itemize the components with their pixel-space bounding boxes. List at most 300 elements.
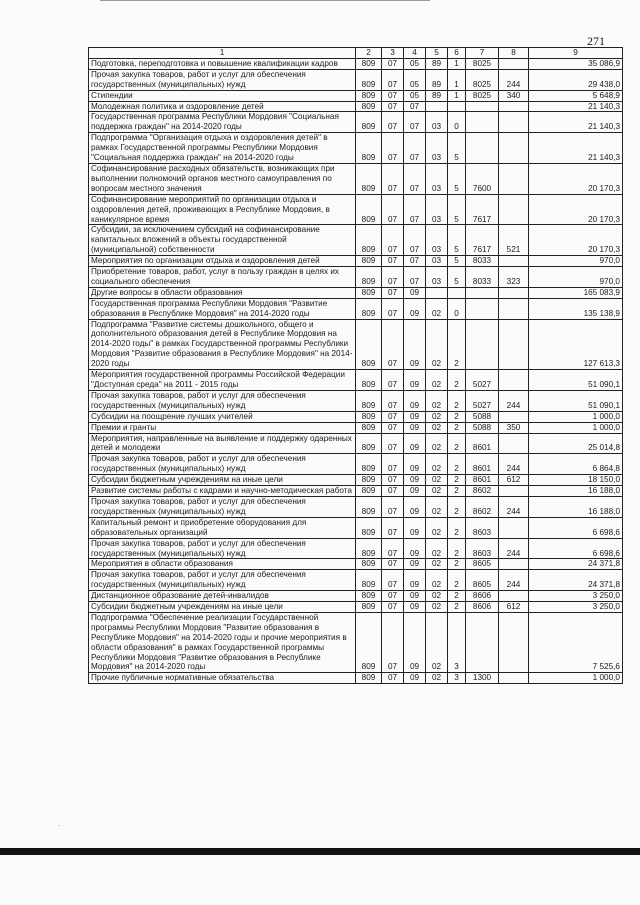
table-row bbox=[89, 319, 623, 370]
bottom-scan-bar bbox=[0, 848, 640, 855]
row-name-cell: Прочая закупка товаров, работ и услуг для обеспечения государственных (муниципальных) нужд bbox=[89, 390, 356, 411]
row-code-cell bbox=[499, 517, 529, 538]
row-code-cell: 09 bbox=[404, 538, 426, 559]
row-code-cell: 8602 bbox=[466, 486, 499, 497]
row-code-cell: 2 bbox=[448, 454, 466, 475]
row-code-cell: 809 bbox=[356, 538, 382, 559]
row-code-cell: 244 bbox=[499, 390, 529, 411]
row-code-cell: 1300 bbox=[466, 673, 499, 684]
row-code-cell bbox=[466, 101, 499, 112]
row-code-cell: 7617 bbox=[466, 194, 499, 225]
row-amount-cell: 25 014,8 bbox=[529, 433, 623, 454]
row-code-cell: 5 bbox=[448, 194, 466, 225]
col-header-7: 7 bbox=[466, 48, 499, 59]
row-code-cell: 5088 bbox=[466, 422, 499, 433]
row-code-cell: 2 bbox=[448, 319, 466, 370]
table-row bbox=[89, 390, 623, 411]
table-row bbox=[89, 90, 623, 101]
table-row bbox=[89, 454, 623, 475]
row-amount-cell: 7 525,6 bbox=[529, 612, 623, 672]
row-name-cell: Другие вопросы в области образования bbox=[89, 287, 356, 298]
row-name-cell: Государственная программа Республики Мордовия "Социальная поддержка граждан" на 2014-2020 годы bbox=[89, 112, 356, 133]
top-edge-line bbox=[100, 0, 430, 1]
col-header-3: 3 bbox=[382, 48, 404, 59]
row-code-cell: 02 bbox=[426, 433, 448, 454]
row-name-cell: Субсидии, за исключением субсидий на софинансирование капитальных вложений в объекты государственной (муниципальной) собственности bbox=[89, 225, 356, 256]
row-code-cell: 809 bbox=[356, 673, 382, 684]
row-code-cell: 07 bbox=[382, 133, 404, 164]
row-code-cell: 07 bbox=[382, 58, 404, 69]
row-code-cell: 09 bbox=[404, 422, 426, 433]
row-code-cell: 809 bbox=[356, 390, 382, 411]
row-code-cell: 809 bbox=[356, 591, 382, 602]
row-code-cell bbox=[499, 256, 529, 267]
row-code-cell: 8033 bbox=[466, 267, 499, 288]
row-code-cell: 2 bbox=[448, 390, 466, 411]
row-code-cell: 809 bbox=[356, 267, 382, 288]
row-code-cell: 2 bbox=[448, 433, 466, 454]
row-code-cell bbox=[466, 612, 499, 672]
row-amount-cell: 6 698,6 bbox=[529, 538, 623, 559]
row-code-cell: 612 bbox=[499, 602, 529, 613]
row-code-cell: 09 bbox=[404, 673, 426, 684]
row-code-cell: 8601 bbox=[466, 433, 499, 454]
row-code-cell: 07 bbox=[404, 267, 426, 288]
row-amount-cell: 16 188,0 bbox=[529, 486, 623, 497]
row-code-cell: 5 bbox=[448, 256, 466, 267]
row-amount-cell: 3 250,0 bbox=[529, 602, 623, 613]
row-code-cell: 2 bbox=[448, 559, 466, 570]
row-code-cell: 07 bbox=[382, 602, 404, 613]
row-code-cell: 09 bbox=[404, 591, 426, 602]
row-name-cell: Субсидии бюджетным учреждениям на иные цели bbox=[89, 602, 356, 613]
table-row bbox=[89, 58, 623, 69]
row-code-cell bbox=[499, 112, 529, 133]
row-amount-cell: 51 090,1 bbox=[529, 390, 623, 411]
row-code-cell: 02 bbox=[426, 602, 448, 613]
table-row bbox=[89, 112, 623, 133]
row-name-cell: Прочая закупка товаров, работ и услуг для обеспечения государственных (муниципальных) нужд bbox=[89, 538, 356, 559]
row-amount-cell: 6 698,6 bbox=[529, 517, 623, 538]
table-row bbox=[89, 225, 623, 256]
row-code-cell: 809 bbox=[356, 225, 382, 256]
row-code-cell: 2 bbox=[448, 517, 466, 538]
row-code-cell: 02 bbox=[426, 570, 448, 591]
row-code-cell: 09 bbox=[404, 570, 426, 591]
row-code-cell bbox=[499, 411, 529, 422]
row-code-cell: 809 bbox=[356, 101, 382, 112]
row-amount-cell: 51 090,1 bbox=[529, 370, 623, 391]
row-code-cell: 07 bbox=[382, 267, 404, 288]
table-row bbox=[89, 559, 623, 570]
row-code-cell: 07 bbox=[382, 256, 404, 267]
row-amount-cell: 1 000,0 bbox=[529, 422, 623, 433]
row-name-cell: Прочие публичные нормативные обязательства bbox=[89, 673, 356, 684]
table-row bbox=[89, 101, 623, 112]
col-header-1: 1 bbox=[89, 48, 356, 59]
row-code-cell: 1 bbox=[448, 90, 466, 101]
row-code-cell bbox=[499, 194, 529, 225]
row-code-cell: 09 bbox=[404, 486, 426, 497]
row-code-cell: 244 bbox=[499, 538, 529, 559]
row-name-cell: Государственная программа Республики Мордовия "Развитие образования в Республике Мордовия" на 2014-2020 годы bbox=[89, 298, 356, 319]
row-code-cell: 809 bbox=[356, 517, 382, 538]
row-code-cell: 809 bbox=[356, 454, 382, 475]
row-code-cell: 07 bbox=[382, 101, 404, 112]
row-code-cell: 244 bbox=[499, 454, 529, 475]
row-code-cell: 07 bbox=[382, 69, 404, 90]
row-code-cell: 02 bbox=[426, 411, 448, 422]
row-code-cell bbox=[466, 133, 499, 164]
row-code-cell bbox=[499, 673, 529, 684]
row-code-cell bbox=[499, 612, 529, 672]
row-code-cell: 09 bbox=[404, 433, 426, 454]
row-code-cell: 02 bbox=[426, 496, 448, 517]
row-code-cell: 02 bbox=[426, 591, 448, 602]
row-code-cell: 02 bbox=[426, 673, 448, 684]
row-code-cell: 09 bbox=[404, 370, 426, 391]
row-code-cell: 07 bbox=[382, 411, 404, 422]
row-code-cell: 07 bbox=[382, 591, 404, 602]
row-code-cell: 7617 bbox=[466, 225, 499, 256]
table-row bbox=[89, 163, 623, 194]
table-row bbox=[89, 538, 623, 559]
table-row bbox=[89, 486, 623, 497]
row-name-cell: Подпрограмма "Развитие системы дошкольного, общего и дополнительного образования детей в Республике Мордовия на 2014-2020 годы" в рамках Государственной программы Республики Мордовия "Развитие образования в Республике Мордовия" на 2014-2020 годы bbox=[89, 319, 356, 370]
row-code-cell: 07 bbox=[382, 454, 404, 475]
table-row bbox=[89, 591, 623, 602]
row-code-cell: 07 bbox=[382, 112, 404, 133]
row-name-cell: Стипендии bbox=[89, 90, 356, 101]
row-code-cell bbox=[499, 298, 529, 319]
row-name-cell: Подпрограмма "Обеспечение реализации Государственной программы Республики Мордовия "Развитие образования в Республике Мордовия" на 2014-2020 годы и прочие мероприятия в области образования" в рамках Государственной программы Республики Мордовия "Развитие образования в Республике Мордовия" на 2014-2020 годы bbox=[89, 612, 356, 672]
table-row bbox=[89, 287, 623, 298]
col-header-9: 9 bbox=[529, 48, 623, 59]
row-code-cell: 03 bbox=[426, 267, 448, 288]
row-name-cell: Дистанционное образование детей-инвалидов bbox=[89, 591, 356, 602]
row-code-cell: 03 bbox=[426, 256, 448, 267]
row-name-cell: Прочая закупка товаров, работ и услуг для обеспечения государственных (муниципальных) нужд bbox=[89, 69, 356, 90]
col-header-6: 6 bbox=[448, 48, 466, 59]
row-code-cell: 809 bbox=[356, 287, 382, 298]
row-code-cell: 521 bbox=[499, 225, 529, 256]
row-code-cell: 5 bbox=[448, 163, 466, 194]
row-code-cell: 09 bbox=[404, 298, 426, 319]
row-code-cell: 07 bbox=[404, 194, 426, 225]
budget-table bbox=[88, 47, 623, 684]
row-code-cell: 244 bbox=[499, 570, 529, 591]
table-row bbox=[89, 133, 623, 164]
row-code-cell: 07 bbox=[382, 612, 404, 672]
table-row bbox=[89, 298, 623, 319]
row-name-cell: Софинансирование мероприятий по организации отдыха и оздоровления детей, проживающих в Республике Мордовия, в каникулярное время bbox=[89, 194, 356, 225]
row-code-cell: 809 bbox=[356, 612, 382, 672]
row-code-cell: 809 bbox=[356, 112, 382, 133]
row-code-cell: 8025 bbox=[466, 90, 499, 101]
row-amount-cell: 970,0 bbox=[529, 267, 623, 288]
table-row bbox=[89, 570, 623, 591]
row-code-cell: 809 bbox=[356, 475, 382, 486]
row-code-cell: 02 bbox=[426, 475, 448, 486]
row-amount-cell: 127 613,3 bbox=[529, 319, 623, 370]
row-amount-cell: 21 140,3 bbox=[529, 101, 623, 112]
row-code-cell: 809 bbox=[356, 559, 382, 570]
row-code-cell: 1 bbox=[448, 69, 466, 90]
row-code-cell: 8602 bbox=[466, 496, 499, 517]
row-code-cell: 8605 bbox=[466, 570, 499, 591]
row-code-cell: 8606 bbox=[466, 591, 499, 602]
row-code-cell: 809 bbox=[356, 256, 382, 267]
row-code-cell: 809 bbox=[356, 90, 382, 101]
row-code-cell bbox=[499, 319, 529, 370]
row-amount-cell: 20 170,3 bbox=[529, 225, 623, 256]
row-amount-cell: 21 140,3 bbox=[529, 112, 623, 133]
row-code-cell: 02 bbox=[426, 454, 448, 475]
row-name-cell: Мероприятия в области образования bbox=[89, 559, 356, 570]
row-amount-cell: 20 170,3 bbox=[529, 194, 623, 225]
row-code-cell: 02 bbox=[426, 486, 448, 497]
row-code-cell: 09 bbox=[404, 475, 426, 486]
row-code-cell bbox=[499, 163, 529, 194]
scan-mark: . bbox=[58, 818, 61, 828]
row-code-cell: 02 bbox=[426, 422, 448, 433]
row-code-cell: 02 bbox=[426, 370, 448, 391]
row-amount-cell: 35 086,9 bbox=[529, 58, 623, 69]
row-code-cell: 05 bbox=[404, 58, 426, 69]
row-code-cell: 809 bbox=[356, 298, 382, 319]
row-code-cell: 7600 bbox=[466, 163, 499, 194]
row-name-cell: Прочая закупка товаров, работ и услуг для обеспечения государственных (муниципальных) нужд bbox=[89, 454, 356, 475]
row-code-cell: 809 bbox=[356, 194, 382, 225]
row-name-cell: Капитальный ремонт и приобретение оборудования для образовательных организаций bbox=[89, 517, 356, 538]
table-row bbox=[89, 69, 623, 90]
row-code-cell: 809 bbox=[356, 422, 382, 433]
row-code-cell: 03 bbox=[426, 112, 448, 133]
row-code-cell: 809 bbox=[356, 370, 382, 391]
row-code-cell: 02 bbox=[426, 538, 448, 559]
row-code-cell bbox=[499, 287, 529, 298]
row-name-cell: Премии и гранты bbox=[89, 422, 356, 433]
table-row bbox=[89, 496, 623, 517]
row-code-cell: 2 bbox=[448, 570, 466, 591]
header-row bbox=[89, 48, 623, 59]
row-code-cell: 03 bbox=[426, 194, 448, 225]
table-row bbox=[89, 612, 623, 672]
table-row bbox=[89, 602, 623, 613]
row-code-cell: 8605 bbox=[466, 559, 499, 570]
row-code-cell bbox=[499, 58, 529, 69]
row-code-cell bbox=[499, 433, 529, 454]
row-code-cell bbox=[448, 287, 466, 298]
row-code-cell: 340 bbox=[499, 90, 529, 101]
row-code-cell: 809 bbox=[356, 433, 382, 454]
row-code-cell bbox=[499, 133, 529, 164]
row-code-cell: 09 bbox=[404, 612, 426, 672]
row-code-cell: 8025 bbox=[466, 58, 499, 69]
row-code-cell: 8606 bbox=[466, 602, 499, 613]
row-name-cell: Приобретение товаров, работ, услуг в пользу граждан в целях их социального обеспечения bbox=[89, 267, 356, 288]
row-code-cell: 323 bbox=[499, 267, 529, 288]
row-code-cell: 09 bbox=[404, 287, 426, 298]
row-amount-cell: 18 150,0 bbox=[529, 475, 623, 486]
table-row bbox=[89, 475, 623, 486]
row-code-cell: 2 bbox=[448, 475, 466, 486]
row-code-cell: 03 bbox=[426, 225, 448, 256]
table-body bbox=[89, 58, 623, 683]
row-code-cell: 5027 bbox=[466, 370, 499, 391]
row-code-cell: 612 bbox=[499, 475, 529, 486]
row-name-cell: Подпрограмма "Организация отдыха и оздоровления детей" в рамках Государственной программы Республики Мордовия "Социальная поддержка граждан" на 2014-2020 годы bbox=[89, 133, 356, 164]
row-code-cell: 07 bbox=[382, 370, 404, 391]
row-code-cell: 809 bbox=[356, 163, 382, 194]
row-code-cell: 809 bbox=[356, 570, 382, 591]
row-name-cell: Прочая закупка товаров, работ и услуг для обеспечения государственных (муниципальных) нужд bbox=[89, 570, 356, 591]
row-code-cell: 09 bbox=[404, 559, 426, 570]
row-code-cell: 809 bbox=[356, 496, 382, 517]
row-amount-cell: 165 083,9 bbox=[529, 287, 623, 298]
table-row bbox=[89, 673, 623, 684]
row-name-cell: Софинансирование расходных обязательств, возникающих при выполнении полномочий органов местного самоуправления по вопросам местного значения bbox=[89, 163, 356, 194]
row-code-cell: 09 bbox=[404, 411, 426, 422]
row-code-cell: 09 bbox=[404, 602, 426, 613]
table-row bbox=[89, 422, 623, 433]
row-amount-cell: 1 000,0 bbox=[529, 411, 623, 422]
row-code-cell bbox=[448, 101, 466, 112]
row-code-cell: 07 bbox=[382, 422, 404, 433]
row-code-cell: 809 bbox=[356, 602, 382, 613]
row-code-cell: 0 bbox=[448, 112, 466, 133]
row-code-cell: 5027 bbox=[466, 390, 499, 411]
row-amount-cell: 3 250,0 bbox=[529, 591, 623, 602]
table-row bbox=[89, 433, 623, 454]
row-code-cell: 0 bbox=[448, 298, 466, 319]
row-code-cell: 09 bbox=[404, 454, 426, 475]
row-code-cell: 2 bbox=[448, 602, 466, 613]
row-code-cell: 8603 bbox=[466, 517, 499, 538]
col-header-2: 2 bbox=[356, 48, 382, 59]
row-code-cell: 02 bbox=[426, 559, 448, 570]
row-code-cell: 3 bbox=[448, 612, 466, 672]
col-header-8: 8 bbox=[499, 48, 529, 59]
row-code-cell: 809 bbox=[356, 486, 382, 497]
row-code-cell: 8601 bbox=[466, 454, 499, 475]
table-row bbox=[89, 267, 623, 288]
row-code-cell: 5 bbox=[448, 267, 466, 288]
row-code-cell bbox=[499, 559, 529, 570]
row-amount-cell: 24 371,8 bbox=[529, 559, 623, 570]
row-code-cell bbox=[466, 112, 499, 133]
row-amount-cell: 970,0 bbox=[529, 256, 623, 267]
row-name-cell: Развитие системы работы с кадрами и научно-методическая работа bbox=[89, 486, 356, 497]
table-row bbox=[89, 256, 623, 267]
row-code-cell: 07 bbox=[404, 112, 426, 133]
row-code-cell: 02 bbox=[426, 390, 448, 411]
row-name-cell: Мероприятия, направленные на выявление и поддержку одаренных детей и молодежи bbox=[89, 433, 356, 454]
row-code-cell: 07 bbox=[382, 496, 404, 517]
col-header-4: 4 bbox=[404, 48, 426, 59]
row-code-cell: 02 bbox=[426, 298, 448, 319]
table-row bbox=[89, 517, 623, 538]
row-code-cell: 05 bbox=[404, 90, 426, 101]
row-code-cell: 07 bbox=[404, 101, 426, 112]
row-code-cell: 03 bbox=[426, 133, 448, 164]
row-amount-cell: 29 438,0 bbox=[529, 69, 623, 90]
row-code-cell: 809 bbox=[356, 319, 382, 370]
row-code-cell: 809 bbox=[356, 411, 382, 422]
row-code-cell: 809 bbox=[356, 69, 382, 90]
row-code-cell: 09 bbox=[404, 496, 426, 517]
row-code-cell: 5 bbox=[448, 133, 466, 164]
row-name-cell: Субсидии на поощрение лучших учителей bbox=[89, 411, 356, 422]
row-code-cell: 07 bbox=[382, 559, 404, 570]
row-code-cell: 07 bbox=[404, 163, 426, 194]
row-code-cell: 89 bbox=[426, 69, 448, 90]
row-code-cell: 07 bbox=[382, 433, 404, 454]
row-code-cell: 07 bbox=[382, 298, 404, 319]
table-row bbox=[89, 194, 623, 225]
row-code-cell: 09 bbox=[404, 390, 426, 411]
row-code-cell: 07 bbox=[382, 538, 404, 559]
row-amount-cell: 21 140,3 bbox=[529, 133, 623, 164]
row-code-cell bbox=[426, 287, 448, 298]
row-code-cell: 07 bbox=[382, 517, 404, 538]
row-code-cell: 8601 bbox=[466, 475, 499, 486]
row-code-cell: 809 bbox=[356, 58, 382, 69]
row-code-cell: 09 bbox=[404, 517, 426, 538]
row-code-cell: 07 bbox=[382, 475, 404, 486]
row-code-cell bbox=[466, 287, 499, 298]
col-header-5: 5 bbox=[426, 48, 448, 59]
row-code-cell: 2 bbox=[448, 411, 466, 422]
row-code-cell: 2 bbox=[448, 591, 466, 602]
row-code-cell: 350 bbox=[499, 422, 529, 433]
row-code-cell: 07 bbox=[382, 486, 404, 497]
row-code-cell: 07 bbox=[382, 90, 404, 101]
row-amount-cell: 24 371,8 bbox=[529, 570, 623, 591]
row-code-cell: 809 bbox=[356, 133, 382, 164]
row-amount-cell: 6 864,8 bbox=[529, 454, 623, 475]
row-code-cell: 02 bbox=[426, 612, 448, 672]
row-name-cell: Мероприятия государственной программы Российской Федерации "Доступная среда" на 2011 - 2015 годы bbox=[89, 370, 356, 391]
row-code-cell: 07 bbox=[404, 133, 426, 164]
row-code-cell: 1 bbox=[448, 58, 466, 69]
row-code-cell: 5 bbox=[448, 225, 466, 256]
row-code-cell bbox=[499, 370, 529, 391]
row-code-cell: 07 bbox=[404, 225, 426, 256]
row-code-cell: 2 bbox=[448, 486, 466, 497]
row-code-cell: 03 bbox=[426, 163, 448, 194]
row-code-cell: 8603 bbox=[466, 538, 499, 559]
row-amount-cell: 135 138,9 bbox=[529, 298, 623, 319]
row-code-cell: 89 bbox=[426, 58, 448, 69]
row-code-cell: 07 bbox=[382, 570, 404, 591]
row-code-cell: 8025 bbox=[466, 69, 499, 90]
row-name-cell: Мероприятия по организации отдыха и оздоровления детей bbox=[89, 256, 356, 267]
row-code-cell bbox=[499, 591, 529, 602]
row-code-cell: 8033 bbox=[466, 256, 499, 267]
row-code-cell: 244 bbox=[499, 496, 529, 517]
row-code-cell: 07 bbox=[404, 256, 426, 267]
row-code-cell: 07 bbox=[382, 225, 404, 256]
row-code-cell: 3 bbox=[448, 673, 466, 684]
row-code-cell: 5088 bbox=[466, 411, 499, 422]
row-code-cell: 244 bbox=[499, 69, 529, 90]
row-code-cell bbox=[499, 101, 529, 112]
row-code-cell bbox=[426, 101, 448, 112]
row-code-cell: 07 bbox=[382, 287, 404, 298]
row-code-cell: 05 bbox=[404, 69, 426, 90]
row-name-cell: Прочая закупка товаров, работ и услуг для обеспечения государственных (муниципальных) нужд bbox=[89, 496, 356, 517]
